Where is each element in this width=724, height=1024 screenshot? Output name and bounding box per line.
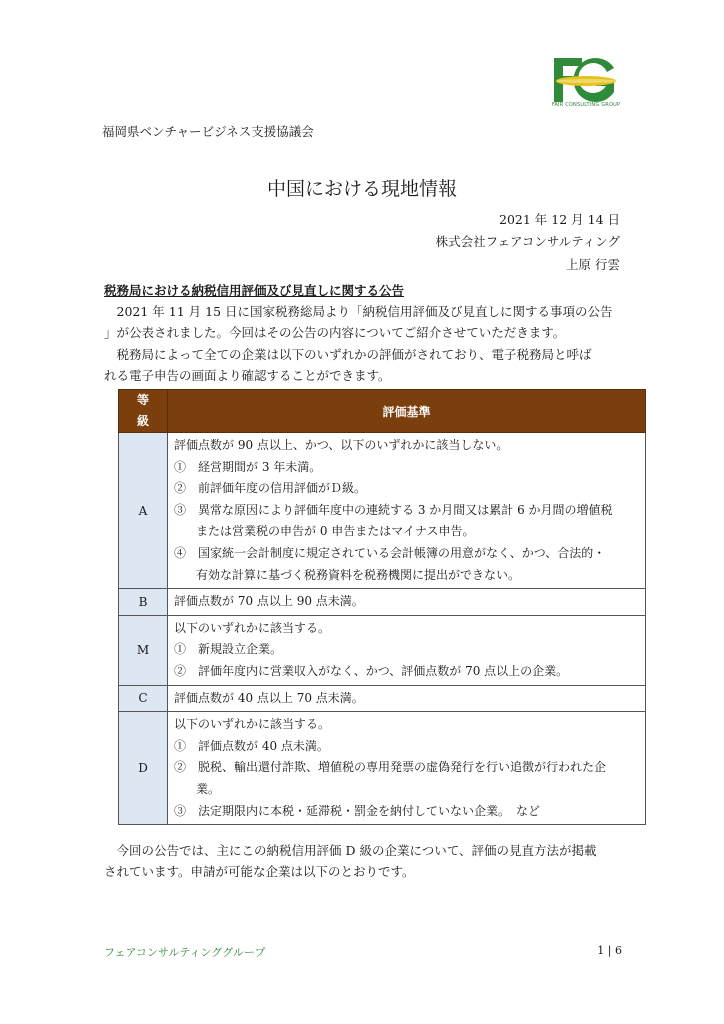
document-title: 中国における現地情報 — [266, 178, 457, 200]
header-grade: 等 級 — [119, 390, 168, 433]
table-row — [119, 712, 646, 825]
paragraph-line: 2021 年 11 月 15 日に国家税務総局より「納税信用評価及び見直しに関する事項の公告 — [104, 304, 613, 319]
document-date: 2021 年 12 月 14 日 — [499, 212, 620, 227]
paragraph-rating-explanation — [104, 344, 624, 386]
footer-company: フェアコンサルティンググループ — [104, 946, 266, 959]
paragraph-conclusion — [104, 840, 624, 882]
paragraph-line: 税務局によって全ての企業は以下のいずれかの評価がされており、電子税務局と呼ば — [104, 347, 592, 362]
paragraph-intro — [104, 301, 624, 343]
author-name: 上原 行雲 — [566, 257, 620, 272]
table-header-row — [119, 390, 646, 433]
company-name: 株式会社フェアコンサルティング — [435, 234, 620, 249]
criteria-cell: 評価点数が 90 点以上、かつ、以下のいずれかに該当しない。 ① 経営期間が 3 年未満。 ② 前評価年度の信用評価がＤ級。 ③ 異常な原因により評価年度中の連続する 3 か月間又は累計 6 か月間の増値税 または営業税の申告が 0 申告またはマイナス申告。 ④ 国家統一会計制度に規定されている会計帳簿の用意がなく、かつ、合法的・ 有効な計算に基づく税務資料を税務機関に提出ができない。 — [168, 433, 646, 589]
criteria-cell: 以下のいずれかに該当する。 ① 新規設立企業。 ② 評価年度内に営業収入がなく、かつ、評価点数が 70 点以上の企業。 — [168, 615, 646, 685]
header-criteria: 評価基準 — [168, 390, 646, 433]
logo-wordmark: FAIR CONSULTING GROUP — [551, 102, 621, 108]
organization-name: 福岡県ベンチャービジネス支援協議会 — [102, 124, 314, 139]
grade-cell: B — [119, 589, 168, 616]
table-row — [119, 433, 646, 589]
paragraph-line: れる電子申告の画面より確認することができます。 — [104, 368, 391, 383]
table-row — [119, 589, 646, 616]
rating-criteria-table — [118, 389, 646, 825]
grade-cell: M — [119, 615, 168, 685]
paragraph-line: 今回の公告では、主にこの納税信用評価 D 級の企業について、評価の見直方法が掲載 — [104, 843, 597, 858]
grade-cell: D — [119, 712, 168, 825]
page-number: 1 | 6 — [597, 944, 622, 957]
criteria-cell: 評価点数が 70 点以上 90 点未満。 — [168, 589, 646, 616]
table-row — [119, 615, 646, 685]
criteria-cell: 以下のいずれかに該当する。 ① 評価点数が 40 点未満。 ② 脱税、輸出還付詐欺、増値税の専用発票の虚偽発行を行い追徴が行われた企 業。 ③ 法定期限内に本税・延滞税・罰金を納付していない企業。 など — [168, 712, 646, 825]
paragraph-line: されています。申請が可能な企業は以下のとおりです。 — [104, 864, 415, 879]
criteria-cell: 評価点数が 40 点以上 70 点未満。 — [168, 685, 646, 712]
paragraph-line: 」が公表されました。今回はその公告の内容についてご紹介させていただきます。 — [104, 325, 566, 340]
table-row — [119, 685, 646, 712]
grade-cell: A — [119, 433, 168, 589]
grade-cell: C — [119, 685, 168, 712]
section-heading: 税務局における納税信用評価及び見直しに関する公告 — [104, 283, 405, 298]
